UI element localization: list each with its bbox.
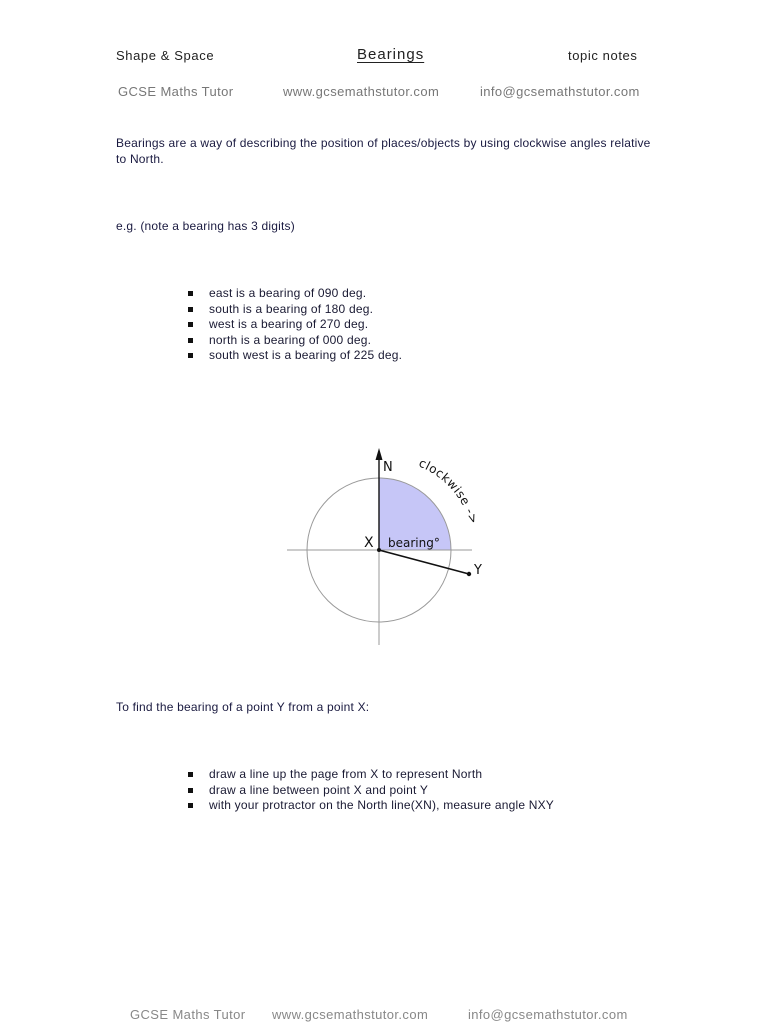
list-item: south is a bearing of 180 deg. — [186, 302, 402, 318]
list-item: with your protractor on the North line(XN), measure angle NXY — [186, 798, 554, 814]
footer-website-link[interactable]: www.gcsemathstutor.com — [272, 1007, 429, 1022]
list-item: west is a bearing of 270 deg. — [186, 317, 402, 333]
footer-email-link[interactable]: info@gcsemathstutor.com — [468, 1007, 628, 1022]
point-y — [467, 572, 471, 576]
topic-notes-label: topic notes — [568, 48, 638, 63]
list-item: south west is a bearing of 225 deg. — [186, 348, 402, 364]
origin-label: X — [364, 535, 374, 551]
point-x — [377, 548, 381, 552]
method-steps-list — [186, 767, 554, 814]
point-y-label: Y — [474, 563, 482, 578]
xy-line — [379, 550, 469, 574]
section-label: Shape & Space — [116, 48, 215, 63]
list-item: draw a line up the page from X to represent North — [186, 767, 554, 783]
bearing-label: bearing° — [388, 536, 440, 550]
page-title: Bearings — [357, 46, 425, 63]
bearing-diagram — [280, 440, 500, 660]
example-label: e.g. (note a bearing has 3 digits) — [116, 219, 295, 233]
north-arrow-icon — [376, 448, 383, 460]
method-label: To find the bearing of a point Y from a point X: — [116, 700, 370, 714]
intro-paragraph: Bearings are a way of describing the position of places/objects by using clockwise angles relative to North. — [116, 136, 651, 166]
clockwise-label: clockwise -> — [416, 455, 482, 526]
header-site-name: GCSE Maths Tutor — [118, 84, 234, 99]
north-label: N — [383, 460, 393, 475]
list-item: draw a line between point X and point Y — [186, 783, 554, 799]
list-item: north is a bearing of 000 deg. — [186, 333, 402, 349]
footer-site-name: GCSE Maths Tutor — [130, 1007, 246, 1022]
header-email-link[interactable]: info@gcsemathstutor.com — [480, 84, 640, 99]
list-item: east is a bearing of 090 deg. — [186, 286, 402, 302]
header-website-link[interactable]: www.gcsemathstutor.com — [283, 84, 440, 99]
examples-list — [186, 286, 402, 364]
